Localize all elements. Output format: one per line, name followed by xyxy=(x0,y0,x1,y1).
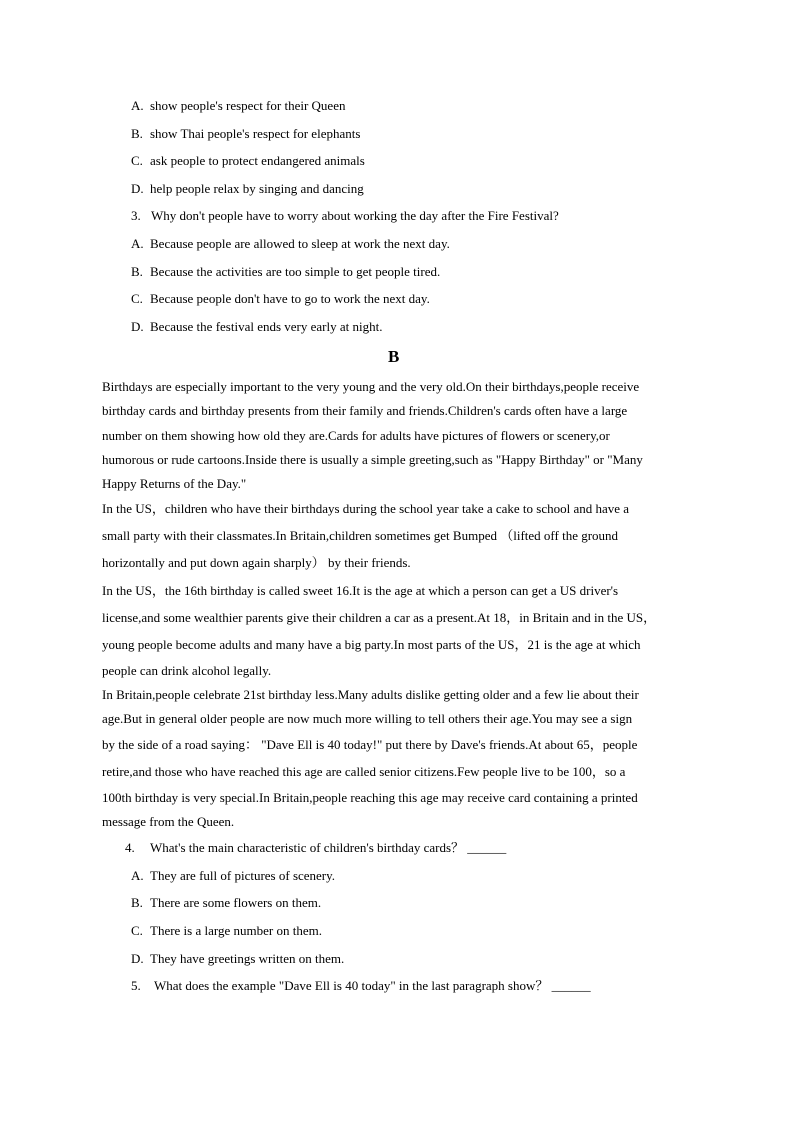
option-letter: D. xyxy=(131,181,144,196)
question-4 xyxy=(125,840,506,856)
passage-line: message from the Queen. xyxy=(102,814,235,829)
passage-line: by the side of a road saying： "Dave Ell is 40 today!" put there by Dave's friends.At about 65，people xyxy=(102,737,638,752)
option-text: They have greetings written on them. xyxy=(150,951,345,966)
option-letter: C. xyxy=(131,291,143,306)
question-number: 3. xyxy=(131,208,141,223)
option-letter: A. xyxy=(131,98,144,113)
option-letter: B. xyxy=(131,895,143,910)
option-letter: D. xyxy=(131,951,144,966)
q3-option-d xyxy=(131,319,382,335)
option-text: There is a large number on them. xyxy=(150,923,322,938)
question-number: 5. xyxy=(131,978,141,993)
option-text: Because the activities are too simple to get people tired. xyxy=(150,264,441,279)
passage-line: horizontally and put down again sharply） by their friends. xyxy=(102,555,411,570)
passage-line: small party with their classmates.In Britain,children sometimes get Bumped （lifted off the ground xyxy=(102,528,619,543)
q4-option-d xyxy=(131,951,344,967)
option-text: They are full of pictures of scenery. xyxy=(150,868,336,883)
q3-option-a xyxy=(131,236,450,252)
passage-line: In Britain,people celebrate 21st birthday less.Many adults dislike getting older and a few lie about their xyxy=(102,687,639,702)
question-text: What does the example "Dave Ell is 40 today" in the last paragraph show？ ______ xyxy=(154,978,591,993)
passage-line: Happy Returns of the Day." xyxy=(102,476,247,491)
passage-line: number on them showing how old they are.Cards for adults have pictures of flowers or scenery,or xyxy=(102,428,610,443)
option-letter: C. xyxy=(131,923,143,938)
q4-option-b xyxy=(131,895,321,911)
option-text: ask people to protect endangered animals xyxy=(150,153,365,168)
passage-line: retire,and those who have reached this age are called senior citizens.Few people live to be 100，so a xyxy=(102,764,626,779)
option-letter: C. xyxy=(131,153,143,168)
passage-line: Birthdays are especially important to the very young and the very old.On their birthdays,people receive xyxy=(102,379,640,394)
question-text: What's the main characteristic of children's birthday cards？ ______ xyxy=(150,840,507,855)
passage-line: In the US，the 16th birthday is called sweet 16.It is the age at which a person can get a US driver's xyxy=(102,583,619,598)
passage-line: 100th birthday is very special.In Britain,people reaching this age may receive card containing a printed xyxy=(102,790,638,805)
option-letter: A. xyxy=(131,868,144,883)
option-text: Because the festival ends very early at night. xyxy=(150,319,383,334)
q4-option-c xyxy=(131,923,322,939)
q4-option-a xyxy=(131,868,335,884)
passage-line: humorous or rude cartoons.Inside there is usually a simple greeting,such as "Happy Birthday" or "Many xyxy=(102,452,643,467)
passage-line: age.But in general older people are now much more willing to tell others their age.You may see a sign xyxy=(102,711,633,726)
option-b xyxy=(131,126,360,142)
question-5 xyxy=(131,978,591,994)
option-letter: A. xyxy=(131,236,144,251)
passage-line: In the US，children who have their birthdays during the school year take a cake to school and have a xyxy=(102,501,630,516)
option-c xyxy=(131,153,365,169)
question-number: 4. xyxy=(125,840,135,855)
q3-option-b xyxy=(131,264,440,280)
option-letter: D. xyxy=(131,319,144,334)
option-a xyxy=(131,98,345,114)
option-text: help people relax by singing and dancing xyxy=(150,181,364,196)
option-letter: B. xyxy=(131,126,143,141)
passage-line: young people become adults and many have a big party.In most parts of the US，21 is the age at which xyxy=(102,637,641,652)
option-d xyxy=(131,181,364,197)
option-text: There are some flowers on them. xyxy=(150,895,322,910)
option-text: show Thai people's respect for elephants xyxy=(150,126,361,141)
passage-line: people can drink alcohol legally. xyxy=(102,663,272,678)
option-letter: B. xyxy=(131,264,143,279)
question-text: Why don't people have to worry about working the day after the Fire Festival? xyxy=(151,208,559,223)
passage-line: birthday cards and birthday presents from their family and friends.Children's cards often have a large xyxy=(102,403,628,418)
question-3 xyxy=(131,208,559,224)
option-text: Because people are allowed to sleep at work the next day. xyxy=(150,236,450,251)
section-title: B xyxy=(388,347,400,366)
option-text: Because people don't have to go to work the next day. xyxy=(150,291,430,306)
passage-line: license,and some wealthier parents give their children a car as a present.At 18，in Britain and in the US， xyxy=(102,610,657,625)
q3-option-c xyxy=(131,291,430,307)
option-text: show people's respect for their Queen xyxy=(150,98,346,113)
